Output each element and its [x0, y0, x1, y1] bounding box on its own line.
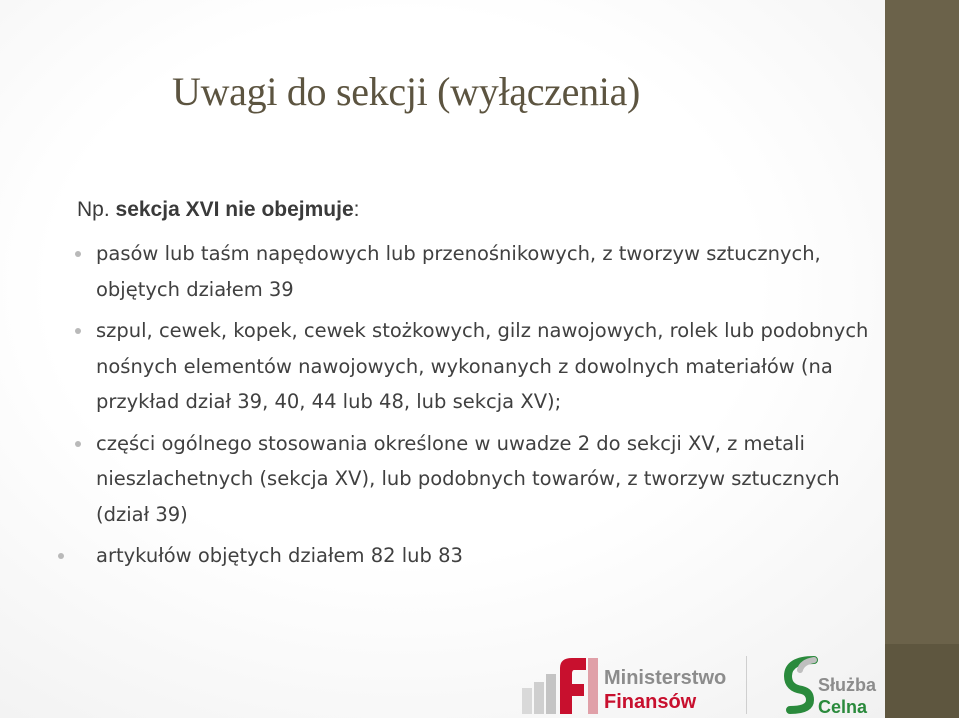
customs-line2: Celna	[818, 697, 868, 717]
logo-divider	[746, 656, 747, 714]
intro-line	[77, 190, 359, 230]
footer-logos	[520, 648, 885, 718]
bullet-list	[96, 236, 886, 580]
ministry-text	[604, 666, 726, 714]
intro-prefix: Np.	[77, 198, 116, 221]
customs-logo-icon	[780, 654, 820, 716]
ministry-line2: Finansów	[604, 691, 697, 713]
slide-title: Uwagi do sekcji (wyłączenia)	[172, 69, 641, 114]
intro-suffix: :	[353, 198, 360, 221]
customs-text	[818, 674, 876, 718]
ministry-line1: Ministerstwo	[604, 667, 727, 689]
bullet-item: szpul, cewek, kopek, cewek stożkowych, gilz nawojowych, rolek lub podobnych nośnych elementów nawojowych, wykonanych z dowolnych materiałów (na przykład dział 39, 40, 44 lub 48, lub sekcja XV);	[96, 313, 886, 420]
bullet-item: części ogólnego stosowania określone w uwadze 2 do sekcji XV, z metali nieszlachetnych (sekcja XV), lub podobnych towarów, z tworzyw sztucznych (dział 39)	[96, 426, 886, 533]
sidebar-band	[885, 0, 959, 718]
sidebar-accent	[885, 644, 959, 718]
customs-line1: Służba	[818, 675, 877, 695]
intro-bold: sekcja XVI nie obejmuje	[115, 198, 354, 221]
bullet-item: artykułów objętych działem 82 lub 83	[96, 538, 886, 574]
bullet-item: pasów lub taśm napędowych lub przenośnikowych, z tworzyw sztucznych, objętych działem 39	[96, 236, 886, 307]
ministry-logo-icon	[520, 654, 604, 716]
